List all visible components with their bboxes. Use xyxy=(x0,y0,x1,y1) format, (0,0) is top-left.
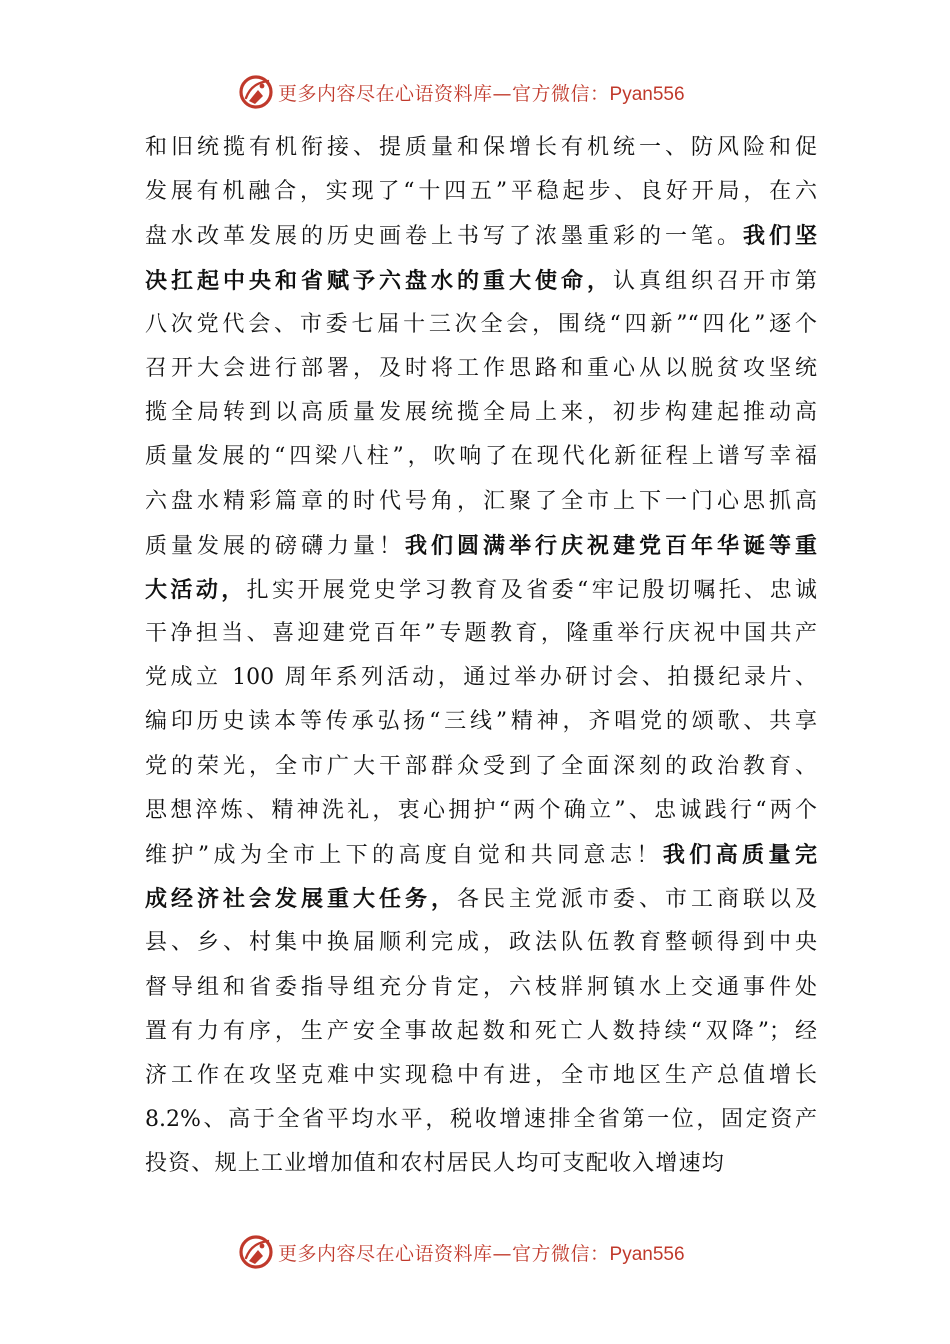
text-segment: 济工作在攻坚克难中实现稳中有进，全市地区生产总值增长 xyxy=(145,1062,817,1088)
text-line xyxy=(145,1142,817,1186)
text-segment: 和旧统揽有机衔接、提质量和保增长有机统一、防风险和促 xyxy=(145,135,817,160)
bold-text-segment: 我们坚 xyxy=(742,223,817,250)
text-line xyxy=(145,524,817,568)
text-segment: 扎实开展党史学习教育及省委“牢记殷切嘱托、忠诚 xyxy=(246,577,817,603)
text-line xyxy=(145,170,817,214)
text-segment: 八次党代会、市委七届十三次全会，围绕“四新”“四化”逐个 xyxy=(145,311,817,337)
text-line xyxy=(145,391,817,435)
bold-text-segment: 我们圆满举行庆祝建党百年华诞等重 xyxy=(405,532,817,559)
text-segment: 党成立 100 周年系列活动，通过举办研讨会、拍摄纪录片、 xyxy=(145,665,817,691)
text-line xyxy=(145,833,817,877)
text-segment: 六盘水精彩篇章的时代号角，汇聚了全市上下一门心思抓高 xyxy=(145,488,817,514)
text-line xyxy=(145,789,817,833)
text-line xyxy=(145,921,817,965)
wechat-id: Pyan556 xyxy=(609,1243,685,1265)
text-segment: 质量发展的“四梁八柱”，吹响了在现代化新征程上谱写幸福 xyxy=(145,444,817,470)
text-line xyxy=(145,480,817,524)
text-segment: 发展有机融合，实现了“十四五”平稳起步、良好开局，在六 xyxy=(145,179,817,205)
text-line xyxy=(145,1010,817,1054)
text-line xyxy=(145,568,817,612)
text-line xyxy=(145,303,817,347)
text-line xyxy=(145,745,817,789)
text-line xyxy=(145,612,817,656)
text-line xyxy=(145,435,817,479)
text-segment: 维护”成为全市上下的高度自觉和共同意志！ xyxy=(145,843,663,868)
text-line xyxy=(145,214,817,258)
text-segment: 党的荣光，全市广大干部群众受到了全面深刻的政治教育、 xyxy=(145,753,817,779)
text-line xyxy=(145,656,817,700)
wechat-id: Pyan556 xyxy=(609,83,685,105)
text-segment: 质量发展的磅礴力量！ xyxy=(145,533,405,559)
banner-text: 更多内容尽在心语资料库—官方微信：Pyan556 xyxy=(278,82,685,105)
text-segment: 盘水改革发展的历史画卷上书写了浓墨重彩的一笔。 xyxy=(145,224,743,250)
text-line xyxy=(145,1098,817,1142)
brand-logo-icon xyxy=(238,1234,274,1270)
banner-text: 更多内容尽在心语资料库—官方微信：Pyan556 xyxy=(278,1242,685,1265)
bold-text-segment: 成经济社会发展重大任务， xyxy=(145,886,457,913)
text-line xyxy=(145,966,817,1010)
text-segment: 认真组织召开市第 xyxy=(612,268,817,294)
header-banner xyxy=(238,72,758,112)
footer-banner xyxy=(238,1232,758,1272)
text-segment: 8.2%、高于全省平均水平，税收增速排全省第一位，固定资产 xyxy=(145,1107,817,1133)
text-segment: 干净担当、喜迎建党百年”专题教育，隆重举行庆祝中国共产 xyxy=(145,621,817,647)
text-segment: 县、乡、村集中换届顺利完成，政法队伍教育整顿得到中央 xyxy=(145,930,817,956)
text-segment: 思想淬炼、精神洗礼，衷心拥护“两个确立”、忠诚践行“两个 xyxy=(145,797,817,823)
brand-logo-icon xyxy=(238,74,274,110)
text-segment: 揽全局转到以高质量发展统揽全局上来，初步构建起推动高 xyxy=(145,400,817,426)
text-line xyxy=(145,877,817,921)
bold-text-segment: 决扛起中央和省赋予六盘水的重大使命， xyxy=(145,267,613,294)
text-line xyxy=(145,700,817,744)
text-line xyxy=(145,126,817,170)
text-line xyxy=(145,347,817,391)
text-segment: 督导组和省委指导组充分肯定，六枝牂牁镇水上交通事件处 xyxy=(145,974,817,1000)
text-line xyxy=(145,1054,817,1098)
text-segment: 各民主党派市委、市工商联以及 xyxy=(457,887,817,913)
text-segment: 召开大会进行部署，及时将工作思路和重心从以脱贫攻坚统 xyxy=(145,355,817,381)
document-body xyxy=(145,126,817,1187)
text-line xyxy=(145,259,817,303)
text-segment: 投资、规上工业增加值和农村居民人均可支配收入增速均 xyxy=(145,1151,726,1177)
bold-text-segment: 大活动， xyxy=(145,576,247,603)
text-segment: 置有力有序，生产安全事故起数和死亡人数持续“双降”；经 xyxy=(145,1018,817,1044)
text-segment: 编印历史读本等传承弘扬“三线”精神，齐唱党的颂歌、共享 xyxy=(145,709,817,735)
bold-text-segment: 我们高质量完 xyxy=(662,842,817,868)
